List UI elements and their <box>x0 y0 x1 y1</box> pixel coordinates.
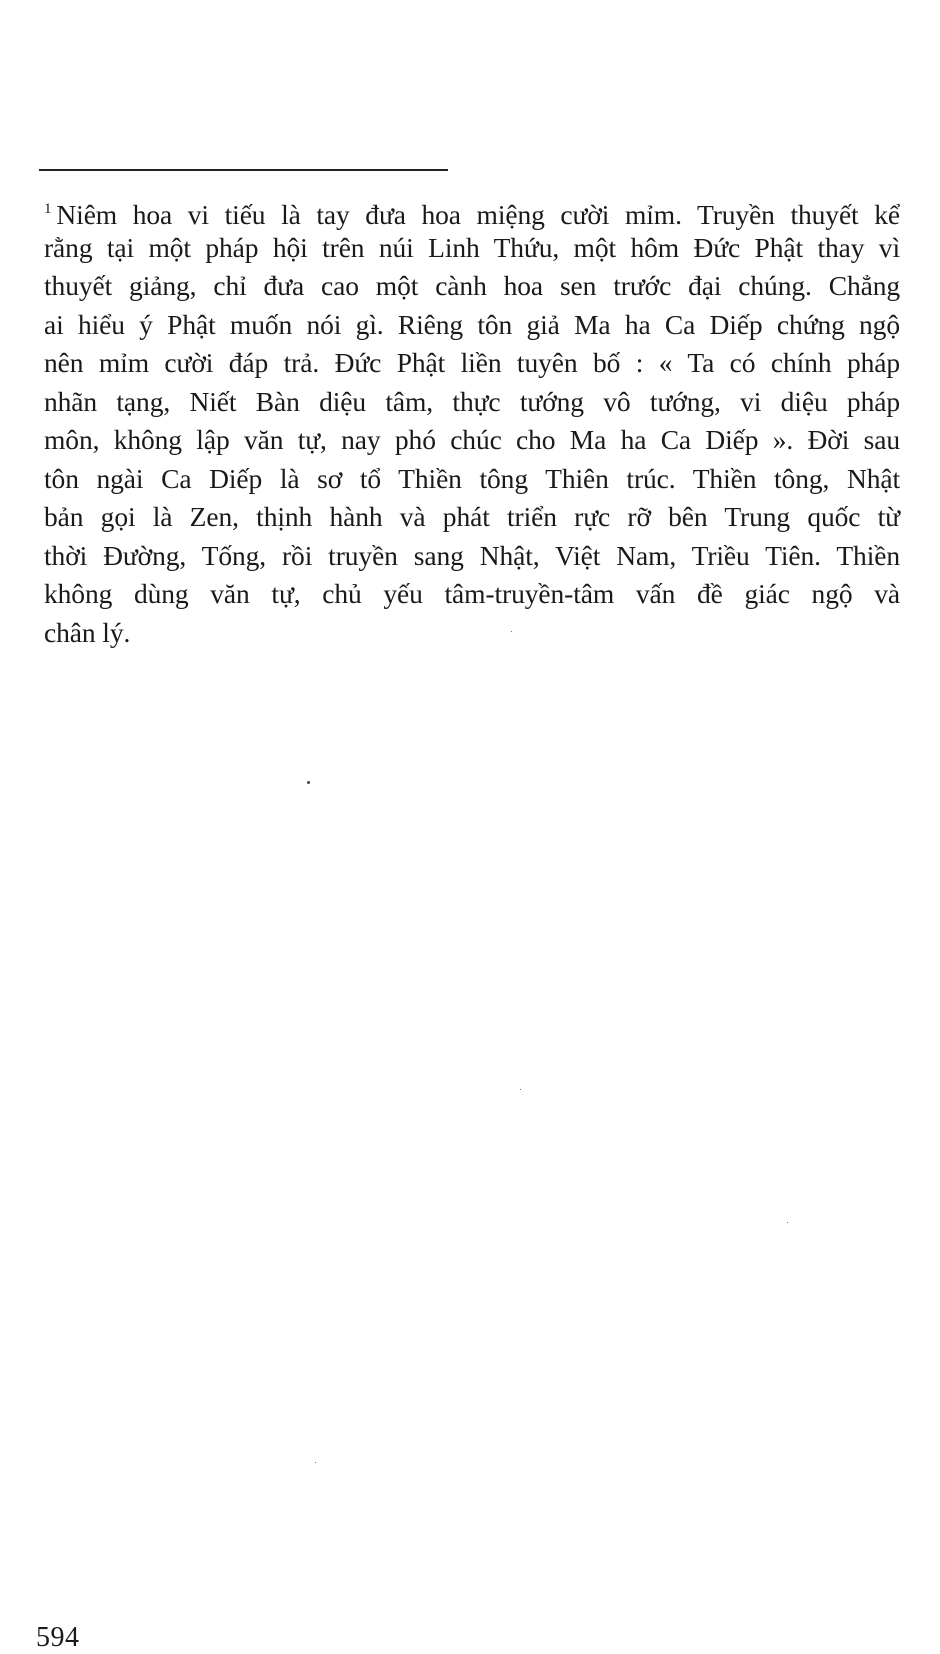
scan-speck <box>307 781 310 784</box>
footnote-line-text: Niêm hoa vi tiếu là tay đưa hoa miệng cười mỉm. Truyền thuyết kể <box>56 199 900 230</box>
footnote-line: rằng tại một pháp hội trên núi Linh Thứu, một hôm Đức Phật thay vì <box>44 231 900 263</box>
footnote-line: bản gọi là Zen, thịnh hành và phát triển rực rỡ bên Trung quốc từ <box>44 501 900 532</box>
scan-speck <box>315 1462 316 1463</box>
footnote-line: chân lý. <box>44 616 131 648</box>
scan-speck <box>787 1222 788 1223</box>
footnote-line: ai hiểu ý Phật muốn nói gì. Riêng tôn giả Ma ha Ca Diếp chứng ngộ <box>44 308 900 340</box>
footnote-line: nhãn tạng, Niết Bàn diệu tâm, thực tướng vô tướng, vi diệu pháp <box>44 385 900 417</box>
footnote-line: tôn ngài Ca Diếp là sơ tổ Thiền tông Thiên trúc. Thiền tông, Nhật <box>44 462 900 494</box>
footnote-marker: 1 <box>44 201 52 217</box>
footnote-line: không dùng văn tự, chủ yếu tâm-truyền-tâm vấn đề giác ngộ và <box>44 578 900 609</box>
page-number: 594 <box>36 1622 80 1653</box>
footnote-line: thời Đường, Tống, rồi truyền sang Nhật, Việt Nam, Triều Tiên. Thiền <box>44 539 900 571</box>
scan-speck <box>511 631 512 632</box>
footnote-separator-rule <box>39 169 448 171</box>
footnote-block <box>44 190 900 652</box>
footnote-line: môn, không lập văn tự, nay phó chúc cho Ma ha Ca Diếp ». Đời sau <box>44 424 900 455</box>
footnote-line: nên mỉm cười đáp trả. Đức Phật liền tuyên bố : « Ta có chính pháp <box>44 347 900 378</box>
footnote-line <box>44 190 900 229</box>
scan-speck <box>520 1089 521 1090</box>
footnote-line: thuyết giảng, chỉ đưa cao một cành hoa sen trước đại chúng. Chẳng <box>44 270 900 301</box>
